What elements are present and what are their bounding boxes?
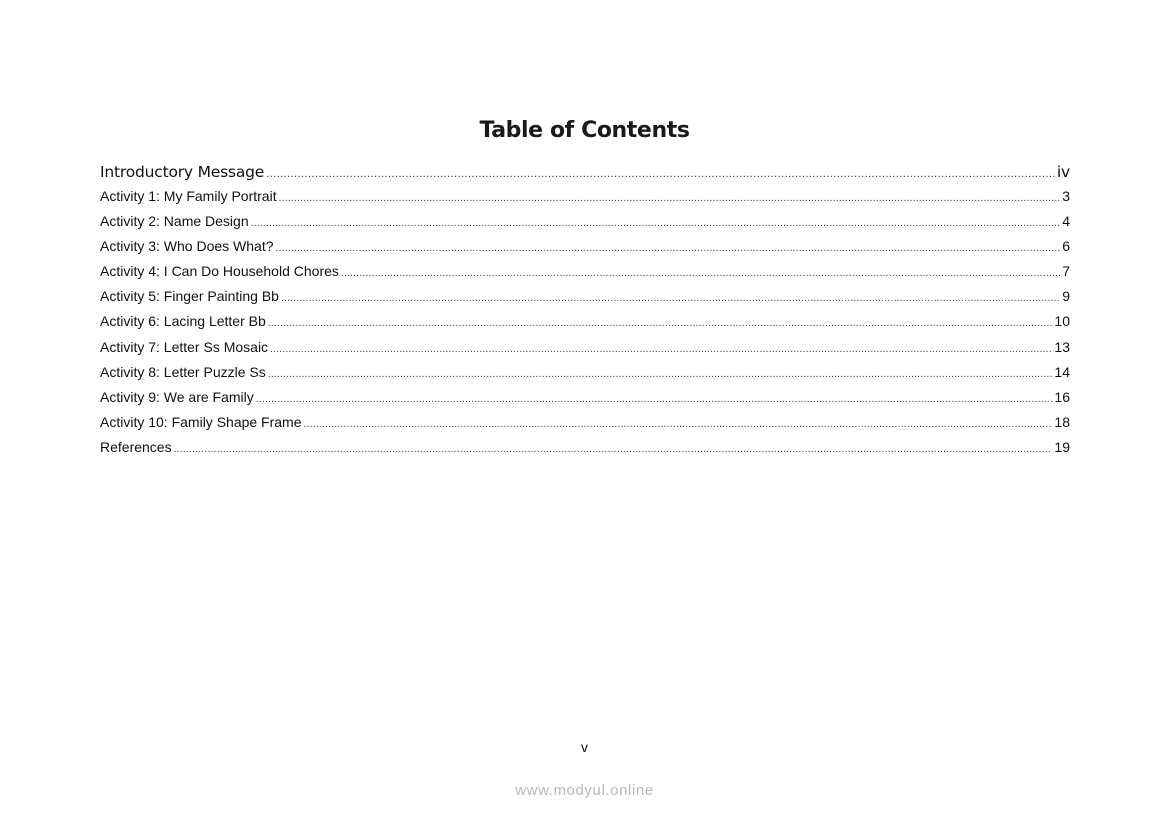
toc-entry-label: Activity 4: I Can Do Household Chores [100, 263, 339, 280]
toc-entry-label: References [100, 438, 172, 455]
toc-entry-label: Activity 2: Name Design [100, 213, 249, 230]
toc-entry-page: 6 [1062, 238, 1070, 255]
toc-dot-leader [276, 244, 1061, 254]
toc-entry-introductory-message[interactable] [100, 163, 1070, 188]
toc-entry-activity-9[interactable] [100, 389, 1070, 414]
toc-dot-leader [251, 219, 1061, 229]
toc-entry-page: 4 [1062, 213, 1070, 230]
toc-entry-activity-8[interactable] [100, 364, 1070, 389]
toc-entry-page: 10 [1054, 313, 1070, 330]
watermark: www.modyul.online [515, 782, 654, 799]
toc-dot-leader [304, 420, 1053, 430]
toc-entry-page: 16 [1054, 388, 1070, 405]
toc-entry-page: 14 [1054, 363, 1070, 380]
toc-entry-label: Activity 9: We are Family [100, 388, 254, 405]
toc-entry-activity-6[interactable] [100, 313, 1070, 338]
toc-entry-activity-7[interactable] [100, 339, 1070, 364]
page-number: v [581, 739, 588, 755]
toc-entry-page: 9 [1062, 288, 1070, 305]
toc-entry-label: Activity 6: Lacing Letter Bb [100, 313, 266, 330]
toc-entry-label: Activity 3: Who Does What? [100, 238, 274, 255]
page-title: Table of Contents [479, 118, 690, 143]
toc-entry-label: Activity 5: Finger Painting Bb [100, 288, 279, 305]
toc-entry-label: Activity 8: Letter Puzzle Ss [100, 363, 266, 380]
toc-entry-activity-1[interactable] [100, 188, 1070, 213]
toc-entry-activity-10[interactable] [100, 414, 1070, 439]
toc-entry-page: iv [1056, 163, 1070, 181]
toc-dot-leader [270, 345, 1052, 355]
table-of-contents [100, 163, 1070, 464]
toc-dot-leader [281, 294, 1060, 304]
toc-entry-activity-3[interactable] [100, 238, 1070, 263]
toc-entry-label: Activity 1: My Family Portrait [100, 188, 277, 204]
toc-entry-page: 3 [1062, 188, 1070, 204]
toc-entry-activity-4[interactable] [100, 263, 1070, 288]
toc-entry-label: Activity 10: Family Shape Frame [100, 413, 302, 430]
toc-dot-leader [268, 319, 1053, 329]
toc-entry-page: 7 [1062, 263, 1070, 280]
toc-entry-page: 13 [1054, 338, 1070, 355]
toc-entry-activity-5[interactable] [100, 288, 1070, 313]
toc-entry-activity-2[interactable] [100, 213, 1070, 238]
toc-entry-label: Introductory Message [100, 163, 265, 181]
toc-entry-page: 18 [1054, 413, 1070, 430]
toc-dot-leader [268, 370, 1053, 380]
toc-dot-leader [256, 395, 1053, 405]
toc-dot-leader [341, 269, 1060, 279]
toc-entry-references[interactable] [100, 439, 1070, 464]
toc-dot-leader [174, 445, 1053, 455]
toc-entry-label: Activity 7: Letter Ss Mosaic [100, 338, 269, 355]
toc-entry-page: 19 [1054, 438, 1070, 455]
toc-dot-leader [266, 170, 1055, 180]
toc-dot-leader [279, 194, 1061, 204]
